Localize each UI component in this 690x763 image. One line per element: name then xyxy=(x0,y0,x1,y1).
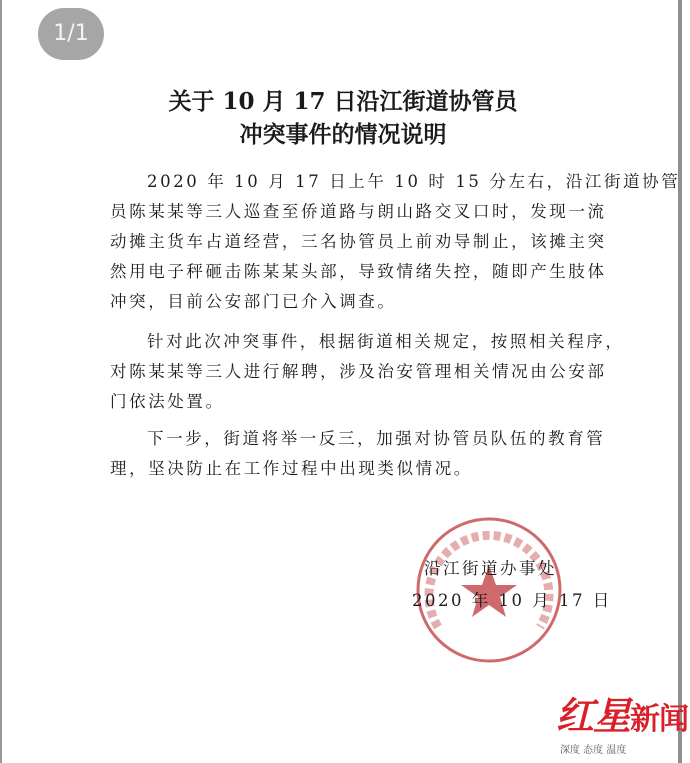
body-line: 门依法处置。 xyxy=(110,392,225,411)
body-line: 下一步，街道将举一反三，加强对协管员队伍的教育管 xyxy=(147,429,606,448)
body-line: 员陈某某等三人巡查至侨道路与朗山路交叉口时，发现一流 xyxy=(110,202,607,221)
logo-slogan: 深度 态度 温度 xyxy=(560,745,627,756)
body-line: 冲突，目前公安部门已介入调查。 xyxy=(110,292,397,311)
body-line: 针对此次冲突事件，根据街道相关规定，按照相关程序， xyxy=(147,332,625,351)
document-title-line-2: 冲突事件的情况说明 xyxy=(239,121,447,148)
body-line: 然用电子秤砸击陈某某头部，导致情绪失控，随即产生肢体 xyxy=(110,262,607,281)
body-line: 动摊主货车占道经营，三名协管员上前劝导制止，该摊主突 xyxy=(110,232,607,251)
signature-date: 2020 年 10 月 17 日 xyxy=(412,591,612,610)
signature-org: 沿江街道办事处 xyxy=(424,559,557,578)
hongxing-news-logo: 红星新闻 xyxy=(556,693,689,738)
body-line: 理，坚决防止在工作过程中出现类似情况。 xyxy=(110,459,473,478)
document-title-line-1: 关于 10 月 17 日沿江街道协管员 xyxy=(168,88,518,115)
page-indicator[interactable]: 1/1 xyxy=(38,8,104,60)
body-line: 对陈某某等三人进行解聘，涉及治安管理相关情况由公安部 xyxy=(110,362,607,381)
body-line: 2020 年 10 月 17 日上午 10 时 15 分左右，沿江街道协管 xyxy=(147,172,681,191)
